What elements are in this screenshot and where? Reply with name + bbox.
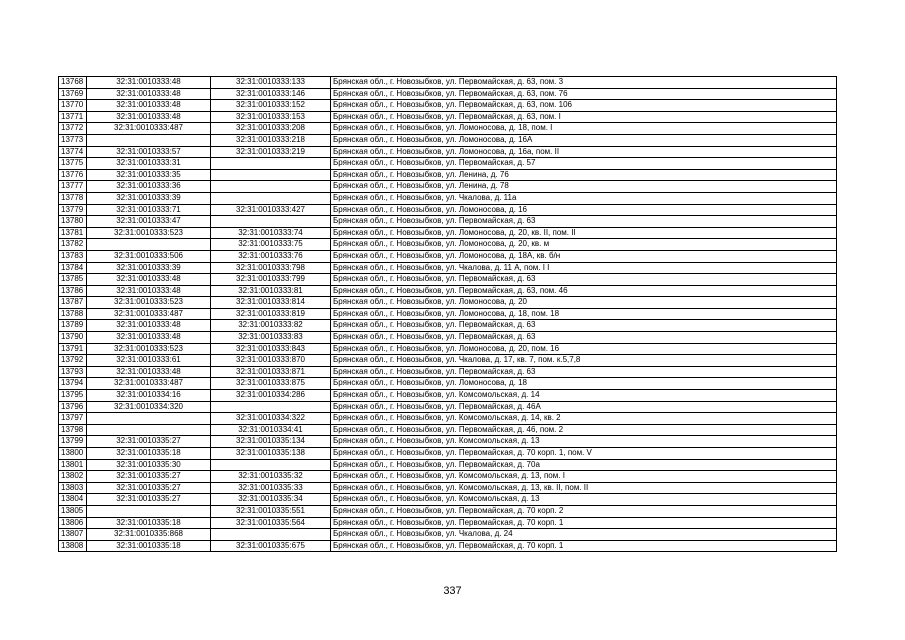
table-row (59, 413, 837, 425)
row-number-cell: 13785 (59, 274, 87, 286)
table-row (59, 459, 837, 471)
table-row (59, 343, 837, 355)
object-cadastral-cell: 32:31:0010333:82 (211, 320, 331, 332)
parcel-cadastral-cell: 32:31:0010333:39 (87, 262, 211, 274)
object-cadastral-cell: 32:31:0010334:41 (211, 424, 331, 436)
object-cadastral-cell: 32:31:0010335:32 (211, 471, 331, 483)
table-row (59, 204, 837, 216)
row-number-cell: 13799 (59, 436, 87, 448)
object-cadastral-cell: 32:31:0010334:322 (211, 413, 331, 425)
object-cadastral-cell: 32:31:0010333:871 (211, 366, 331, 378)
address-cell: Брянская обл., г. Новозыбков, ул. Ломоносова, д. 18 (331, 378, 837, 390)
row-number-cell: 13768 (59, 77, 87, 89)
row-number-cell: 13787 (59, 297, 87, 309)
row-number-cell: 13796 (59, 401, 87, 413)
object-cadastral-cell: 32:31:0010335:675 (211, 540, 331, 552)
row-number-cell: 13788 (59, 308, 87, 320)
parcel-cadastral-cell: 32:31:0010333:48 (87, 274, 211, 286)
address-cell: Брянская обл., г. Новозыбков, ул. Ломоносова, д. 20, пом. 16 (331, 343, 837, 355)
address-cell: Брянская обл., г. Новозыбков, ул. Ломоносова, д. 20, кв. м (331, 239, 837, 251)
row-number-cell: 13790 (59, 332, 87, 344)
object-cadastral-cell: 32:31:0010335:551 (211, 505, 331, 517)
address-cell: Брянская обл., г. Новозыбков, ул. Первомайская, д. 63 (331, 274, 837, 286)
address-cell: Брянская обл., г. Новозыбков, ул. Первомайская, д. 63 (331, 216, 837, 228)
table-row (59, 100, 837, 112)
row-number-cell: 13807 (59, 529, 87, 541)
parcel-cadastral-cell: 32:31:0010335:27 (87, 482, 211, 494)
object-cadastral-cell (211, 181, 331, 193)
table-row (59, 320, 837, 332)
table-row (59, 494, 837, 506)
row-number-cell: 13782 (59, 239, 87, 251)
object-cadastral-cell: 32:31:0010334:286 (211, 390, 331, 402)
row-number-cell: 13771 (59, 111, 87, 123)
address-cell: Брянская обл., г. Новозыбков, ул. Первомайская, д. 63 (331, 366, 837, 378)
parcel-cadastral-cell: 32:31:0010335:18 (87, 448, 211, 460)
row-number-cell: 13770 (59, 100, 87, 112)
row-number-cell: 13806 (59, 517, 87, 529)
row-number-cell: 13797 (59, 413, 87, 425)
table-row (59, 123, 837, 135)
table-row (59, 436, 837, 448)
address-cell: Брянская обл., г. Новозыбков, ул. Первомайская, д. 63 (331, 332, 837, 344)
parcel-cadastral-cell: 32:31:0010333:48 (87, 100, 211, 112)
object-cadastral-cell (211, 192, 331, 204)
table-row (59, 390, 837, 402)
address-cell: Брянская обл., г. Новозыбков, ул. Ленина, д. 76 (331, 169, 837, 181)
table-row (59, 505, 837, 517)
row-number-cell: 13778 (59, 192, 87, 204)
table-row (59, 529, 837, 541)
object-cadastral-cell: 32:31:0010333:843 (211, 343, 331, 355)
parcel-cadastral-cell: 32:31:0010334:320 (87, 401, 211, 413)
row-number-cell: 13780 (59, 216, 87, 228)
parcel-cadastral-cell: 32:31:0010335:27 (87, 436, 211, 448)
row-number-cell: 13781 (59, 227, 87, 239)
row-number-cell: 13773 (59, 134, 87, 146)
parcel-cadastral-cell: 32:31:0010333:487 (87, 123, 211, 135)
object-cadastral-cell (211, 158, 331, 170)
address-cell: Брянская обл., г. Новозыбков, ул. Ломоносова, д. 16А (331, 134, 837, 146)
address-cell: Брянская обл., г. Новозыбков, ул. Комсомольская, д. 13, пом. I (331, 471, 837, 483)
parcel-cadastral-cell: 32:31:0010333:506 (87, 250, 211, 262)
object-cadastral-cell: 32:31:0010335:138 (211, 448, 331, 460)
object-cadastral-cell: 32:31:0010333:819 (211, 308, 331, 320)
table-row (59, 401, 837, 413)
object-cadastral-cell: 32:31:0010333:146 (211, 88, 331, 100)
table-row (59, 297, 837, 309)
object-cadastral-cell (211, 401, 331, 413)
table-row (59, 181, 837, 193)
row-number-cell: 13774 (59, 146, 87, 158)
row-number-cell: 13779 (59, 204, 87, 216)
table-row (59, 77, 837, 89)
row-number-cell: 13775 (59, 158, 87, 170)
table-row (59, 250, 837, 262)
address-cell: Брянская обл., г. Новозыбков, ул. Комсомольская, д. 14 (331, 390, 837, 402)
table-row (59, 378, 837, 390)
table-row (59, 146, 837, 158)
row-number-cell: 13784 (59, 262, 87, 274)
table-row (59, 134, 837, 146)
row-number-cell: 13794 (59, 378, 87, 390)
parcel-cadastral-cell: 32:31:0010333:48 (87, 88, 211, 100)
table-row (59, 448, 837, 460)
address-cell: Брянская обл., г. Новозыбков, ул. Ломоносова, д. 18, пом. 18 (331, 308, 837, 320)
address-cell: Брянская обл., г. Новозыбков, ул. Первомайская, д. 70 корп. 1, пом. V (331, 448, 837, 460)
parcel-cadastral-cell: 32:31:0010333:57 (87, 146, 211, 158)
table-row (59, 274, 837, 286)
address-cell: Брянская обл., г. Новозыбков, ул. Чкалова, д. 11 А, пом. I I (331, 262, 837, 274)
row-number-cell: 13805 (59, 505, 87, 517)
object-cadastral-cell: 32:31:0010335:564 (211, 517, 331, 529)
address-cell: Брянская обл., г. Новозыбков, ул. Чкалова, д. 17, кв. 7, пом. к.5,7,8 (331, 355, 837, 367)
object-cadastral-cell (211, 216, 331, 228)
parcel-cadastral-cell: 32:31:0010333:48 (87, 320, 211, 332)
object-cadastral-cell: 32:31:0010333:75 (211, 239, 331, 251)
parcel-cadastral-cell: 32:31:0010333:48 (87, 285, 211, 297)
parcel-cadastral-cell (87, 424, 211, 436)
table-row (59, 332, 837, 344)
table-row (59, 192, 837, 204)
object-cadastral-cell: 32:31:0010333:152 (211, 100, 331, 112)
address-cell: Брянская обл., г. Новозыбков, ул. Первомайская, д. 70а (331, 459, 837, 471)
row-number-cell: 13792 (59, 355, 87, 367)
parcel-cadastral-cell: 32:31:0010333:48 (87, 332, 211, 344)
table-row (59, 540, 837, 552)
row-number-cell: 13800 (59, 448, 87, 460)
parcel-cadastral-cell: 32:31:0010333:36 (87, 181, 211, 193)
address-cell: Брянская обл., г. Новозыбков, ул. Первомайская, д. 46А (331, 401, 837, 413)
table-row (59, 158, 837, 170)
table-row (59, 366, 837, 378)
parcel-cadastral-cell (87, 413, 211, 425)
table-row (59, 424, 837, 436)
object-cadastral-cell: 32:31:0010335:34 (211, 494, 331, 506)
row-number-cell: 13808 (59, 540, 87, 552)
row-number-cell: 13793 (59, 366, 87, 378)
address-cell: Брянская обл., г. Новозыбков, ул. Ломоносова, д. 18А, кв. б/н (331, 250, 837, 262)
object-cadastral-cell (211, 169, 331, 181)
object-cadastral-cell: 32:31:0010333:427 (211, 204, 331, 216)
parcel-cadastral-cell: 32:31:0010335:30 (87, 459, 211, 471)
object-cadastral-cell: 32:31:0010333:83 (211, 332, 331, 344)
row-number-cell: 13803 (59, 482, 87, 494)
address-cell: Брянская обл., г. Новозыбков, ул. Первомайская, д. 63, пом. 76 (331, 88, 837, 100)
parcel-cadastral-cell: 32:31:0010335:27 (87, 471, 211, 483)
table-row (59, 216, 837, 228)
table-body (59, 77, 837, 552)
object-cadastral-cell: 32:31:0010333:814 (211, 297, 331, 309)
page-number: 337 (443, 585, 462, 597)
row-number-cell: 13786 (59, 285, 87, 297)
parcel-cadastral-cell (87, 239, 211, 251)
parcel-cadastral-cell: 32:31:0010333:71 (87, 204, 211, 216)
parcel-cadastral-cell: 32:31:0010335:27 (87, 494, 211, 506)
row-number-cell: 13791 (59, 343, 87, 355)
table-row (59, 285, 837, 297)
object-cadastral-cell: 32:31:0010335:33 (211, 482, 331, 494)
table-row (59, 239, 837, 251)
parcel-cadastral-cell: 32:31:0010333:523 (87, 343, 211, 355)
address-cell: Брянская обл., г. Новозыбков, ул. Чкалова, д. 24 (331, 529, 837, 541)
parcel-cadastral-cell (87, 505, 211, 517)
row-number-cell: 13776 (59, 169, 87, 181)
row-number-cell: 13769 (59, 88, 87, 100)
object-cadastral-cell: 32:31:0010333:219 (211, 146, 331, 158)
row-number-cell: 13777 (59, 181, 87, 193)
address-cell: Брянская обл., г. Новозыбков, ул. Первомайская, д. 57 (331, 158, 837, 170)
parcel-cadastral-cell: 32:31:0010334:16 (87, 390, 211, 402)
address-cell: Брянская обл., г. Новозыбков, ул. Комсомольская, д. 13, кв. II, пом. II (331, 482, 837, 494)
address-cell: Брянская обл., г. Новозыбков, ул. Комсомольская, д. 13 (331, 494, 837, 506)
address-cell: Брянская обл., г. Новозыбков, ул. Первомайская, д. 63, пом. 46 (331, 285, 837, 297)
object-cadastral-cell: 32:31:0010333:153 (211, 111, 331, 123)
address-cell: Брянская обл., г. Новозыбков, ул. Первомайская, д. 63, пом. 106 (331, 100, 837, 112)
address-cell: Брянская обл., г. Новозыбков, ул. Ломоносова, д. 20 (331, 297, 837, 309)
table-row (59, 471, 837, 483)
object-cadastral-cell: 32:31:0010335:134 (211, 436, 331, 448)
object-cadastral-cell: 32:31:0010333:133 (211, 77, 331, 89)
address-cell: Брянская обл., г. Новозыбков, ул. Первомайская, д. 63 (331, 320, 837, 332)
object-cadastral-cell: 32:31:0010333:208 (211, 123, 331, 135)
row-number-cell: 13804 (59, 494, 87, 506)
address-cell: Брянская обл., г. Новозыбков, ул. Первомайская, д. 70 корп. 1 (331, 517, 837, 529)
parcel-cadastral-cell: 32:31:0010333:48 (87, 77, 211, 89)
address-cell: Брянская обл., г. Новозыбков, ул. Ленина, д. 78 (331, 181, 837, 193)
row-number-cell: 13802 (59, 471, 87, 483)
row-number-cell: 13798 (59, 424, 87, 436)
parcel-cadastral-cell: 32:31:0010333:487 (87, 378, 211, 390)
address-cell: Брянская обл., г. Новозыбков, ул. Первомайская, д. 63, пом. I (331, 111, 837, 123)
parcel-cadastral-cell: 32:31:0010335:18 (87, 540, 211, 552)
table-row (59, 517, 837, 529)
parcel-cadastral-cell: 32:31:0010333:35 (87, 169, 211, 181)
object-cadastral-cell: 32:31:0010333:798 (211, 262, 331, 274)
parcel-cadastral-cell: 32:31:0010333:61 (87, 355, 211, 367)
parcel-cadastral-cell: 32:31:0010333:31 (87, 158, 211, 170)
table-row (59, 227, 837, 239)
address-cell: Брянская обл., г. Новозыбков, ул. Ломоносова, д. 16а, пом. II (331, 146, 837, 158)
address-cell: Брянская обл., г. Новозыбков, ул. Комсомольская, д. 14, кв. 2 (331, 413, 837, 425)
table-row (59, 308, 837, 320)
row-number-cell: 13783 (59, 250, 87, 262)
parcel-cadastral-cell: 32:31:0010333:39 (87, 192, 211, 204)
address-cell: Брянская обл., г. Новозыбков, ул. Первомайская, д. 70 корп. 2 (331, 505, 837, 517)
object-cadastral-cell (211, 529, 331, 541)
object-cadastral-cell: 32:31:0010333:81 (211, 285, 331, 297)
object-cadastral-cell: 32:31:0010333:74 (211, 227, 331, 239)
object-cadastral-cell (211, 459, 331, 471)
address-cell: Брянская обл., г. Новозыбков, ул. Ломоносова, д. 20, кв. II, пом. II (331, 227, 837, 239)
address-cell: Брянская обл., г. Новозыбков, ул. Ломоносова, д. 18, пом. I (331, 123, 837, 135)
object-cadastral-cell: 32:31:0010333:870 (211, 355, 331, 367)
parcel-cadastral-cell: 32:31:0010333:523 (87, 297, 211, 309)
address-cell: Брянская обл., г. Новозыбков, ул. Первомайская, д. 46, пом. 2 (331, 424, 837, 436)
row-number-cell: 13772 (59, 123, 87, 135)
table-row (59, 111, 837, 123)
parcel-cadastral-cell: 32:31:0010333:523 (87, 227, 211, 239)
object-cadastral-cell: 32:31:0010333:76 (211, 250, 331, 262)
parcel-cadastral-cell: 32:31:0010335:868 (87, 529, 211, 541)
row-number-cell: 13795 (59, 390, 87, 402)
table-row (59, 262, 837, 274)
object-cadastral-cell: 32:31:0010333:799 (211, 274, 331, 286)
table-row (59, 169, 837, 181)
table-row (59, 88, 837, 100)
address-cell: Брянская обл., г. Новозыбков, ул. Первомайская, д. 63, пом. 3 (331, 77, 837, 89)
parcel-cadastral-cell: 32:31:0010333:48 (87, 111, 211, 123)
parcel-cadastral-cell: 32:31:0010333:48 (87, 366, 211, 378)
parcel-cadastral-cell: 32:31:0010333:487 (87, 308, 211, 320)
object-cadastral-cell: 32:31:0010333:875 (211, 378, 331, 390)
address-cell: Брянская обл., г. Новозыбков, ул. Ломоносова, д. 16 (331, 204, 837, 216)
table-row (59, 355, 837, 367)
cadastral-table (58, 76, 837, 552)
table-row (59, 482, 837, 494)
object-cadastral-cell: 32:31:0010333:218 (211, 134, 331, 146)
address-cell: Брянская обл., г. Новозыбков, ул. Первомайская, д. 70 корп. 1 (331, 540, 837, 552)
address-cell: Брянская обл., г. Новозыбков, ул. Чкалова, д. 11а (331, 192, 837, 204)
row-number-cell: 13789 (59, 320, 87, 332)
row-number-cell: 13801 (59, 459, 87, 471)
parcel-cadastral-cell: 32:31:0010335:18 (87, 517, 211, 529)
parcel-cadastral-cell: 32:31:0010333:47 (87, 216, 211, 228)
parcel-cadastral-cell (87, 134, 211, 146)
address-cell: Брянская обл., г. Новозыбков, ул. Комсомольская, д. 13 (331, 436, 837, 448)
